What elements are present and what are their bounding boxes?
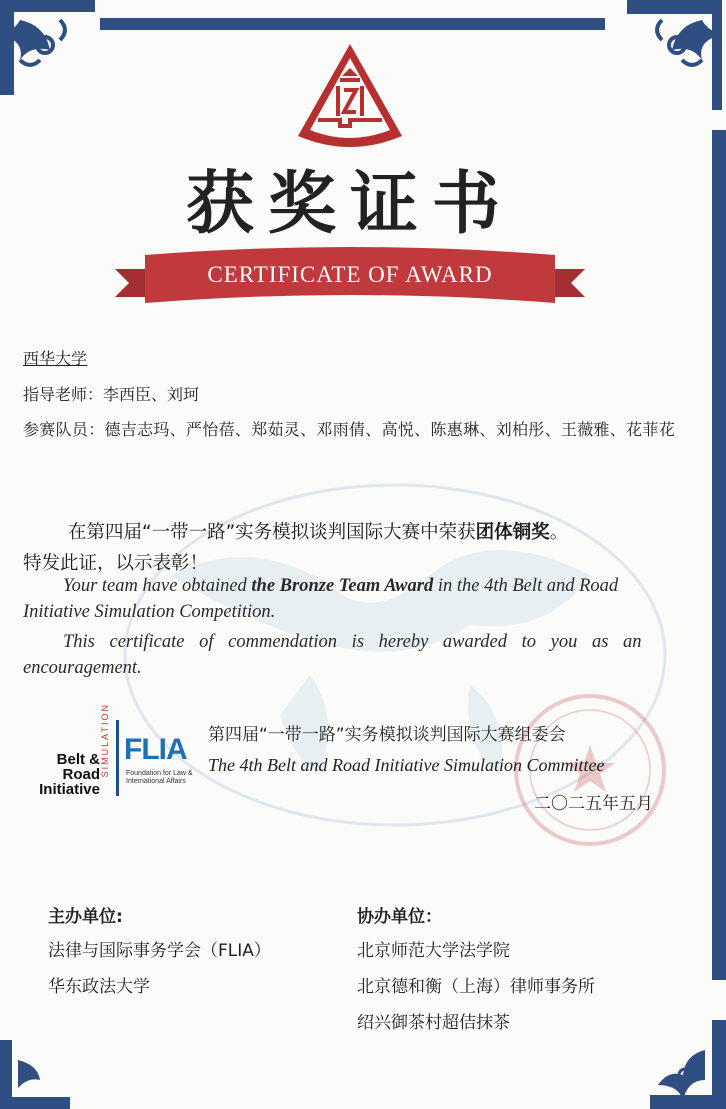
corner-ornament-icon <box>0 1040 70 1109</box>
issuer-name-en: The 4th Belt and Road Initiative Simulation Committee <box>208 755 605 775</box>
award-name-en: the Bronze Team Award <box>251 576 434 596</box>
bri-logo-line: Initiative <box>39 781 100 798</box>
commendation-en-cont: encouragement. <box>23 658 142 678</box>
certificate-title: 获奖证书 <box>185 165 514 244</box>
commendation-zh: 特发此证，以示表彰！ <box>23 553 209 574</box>
simulation-label: SIMULATION <box>100 703 110 778</box>
certificate-subtitle: CERTIFICATE OF AWARD <box>207 262 493 287</box>
award-statement-en-cont: Initiative Simulation Competition. <box>23 602 276 622</box>
team-members: 参赛队员：德吉志玛、严怡蓓、郑茹灵、邓雨倩、高悦、陈惠琳、刘柏彤、王薇雅、花菲花 <box>23 420 676 439</box>
advisors: 指导老师：李西臣、刘珂 <box>23 385 200 404</box>
statement-prefix: 在第四届“一带一路”实务模拟谈判国际大赛中荣获 <box>68 522 476 543</box>
issue-date: 二〇二五年五月 <box>534 794 653 814</box>
host-item: 法律与国际事务学会（FLIA） <box>48 941 271 961</box>
hosts-heading: 主办单位: <box>48 907 123 927</box>
corner-ornament-icon <box>0 0 110 110</box>
bri-logo-line: Belt & <box>56 751 100 768</box>
statement-prefix: Your team have obtained <box>63 576 252 596</box>
statement-suffix: 。 <box>549 522 569 543</box>
top-border <box>100 18 605 30</box>
emblem-logo <box>290 40 410 160</box>
flia-logo-subtitle: Foundation for Law & International Affairs <box>126 770 193 785</box>
award-statement-zh <box>68 518 568 544</box>
co-organizer-item: 北京师范大学法学院 <box>357 941 510 961</box>
commendation-en: This certificate of commendation is hereby awarded to you as an <box>63 632 642 652</box>
logo-divider <box>116 720 119 796</box>
flia-logo: FLIA <box>124 733 187 766</box>
statement-suffix: in the 4th Belt and Road <box>433 576 619 596</box>
bri-logo-line: Road <box>62 766 100 783</box>
award-statement-en <box>63 576 618 597</box>
co-organizer-item: 绍兴御茶村超佶抹茶 <box>357 1013 510 1033</box>
co-organizers-heading: 协办单位： <box>357 907 442 927</box>
school-name: 西华大学 <box>23 349 88 368</box>
corner-ornament-icon <box>612 0 722 110</box>
right-border <box>712 130 726 980</box>
host-item: 华东政法大学 <box>48 977 150 997</box>
award-name: 团体铜奖 <box>475 522 550 543</box>
co-organizer-item: 北京德和衡（上海）律师事务所 <box>357 977 595 997</box>
corner-ornament-icon <box>650 1020 726 1109</box>
bri-logo <box>28 752 100 797</box>
issuer-name-zh: 第四届“一带一路”实务模拟谈判国际大赛组委会 <box>208 725 566 745</box>
